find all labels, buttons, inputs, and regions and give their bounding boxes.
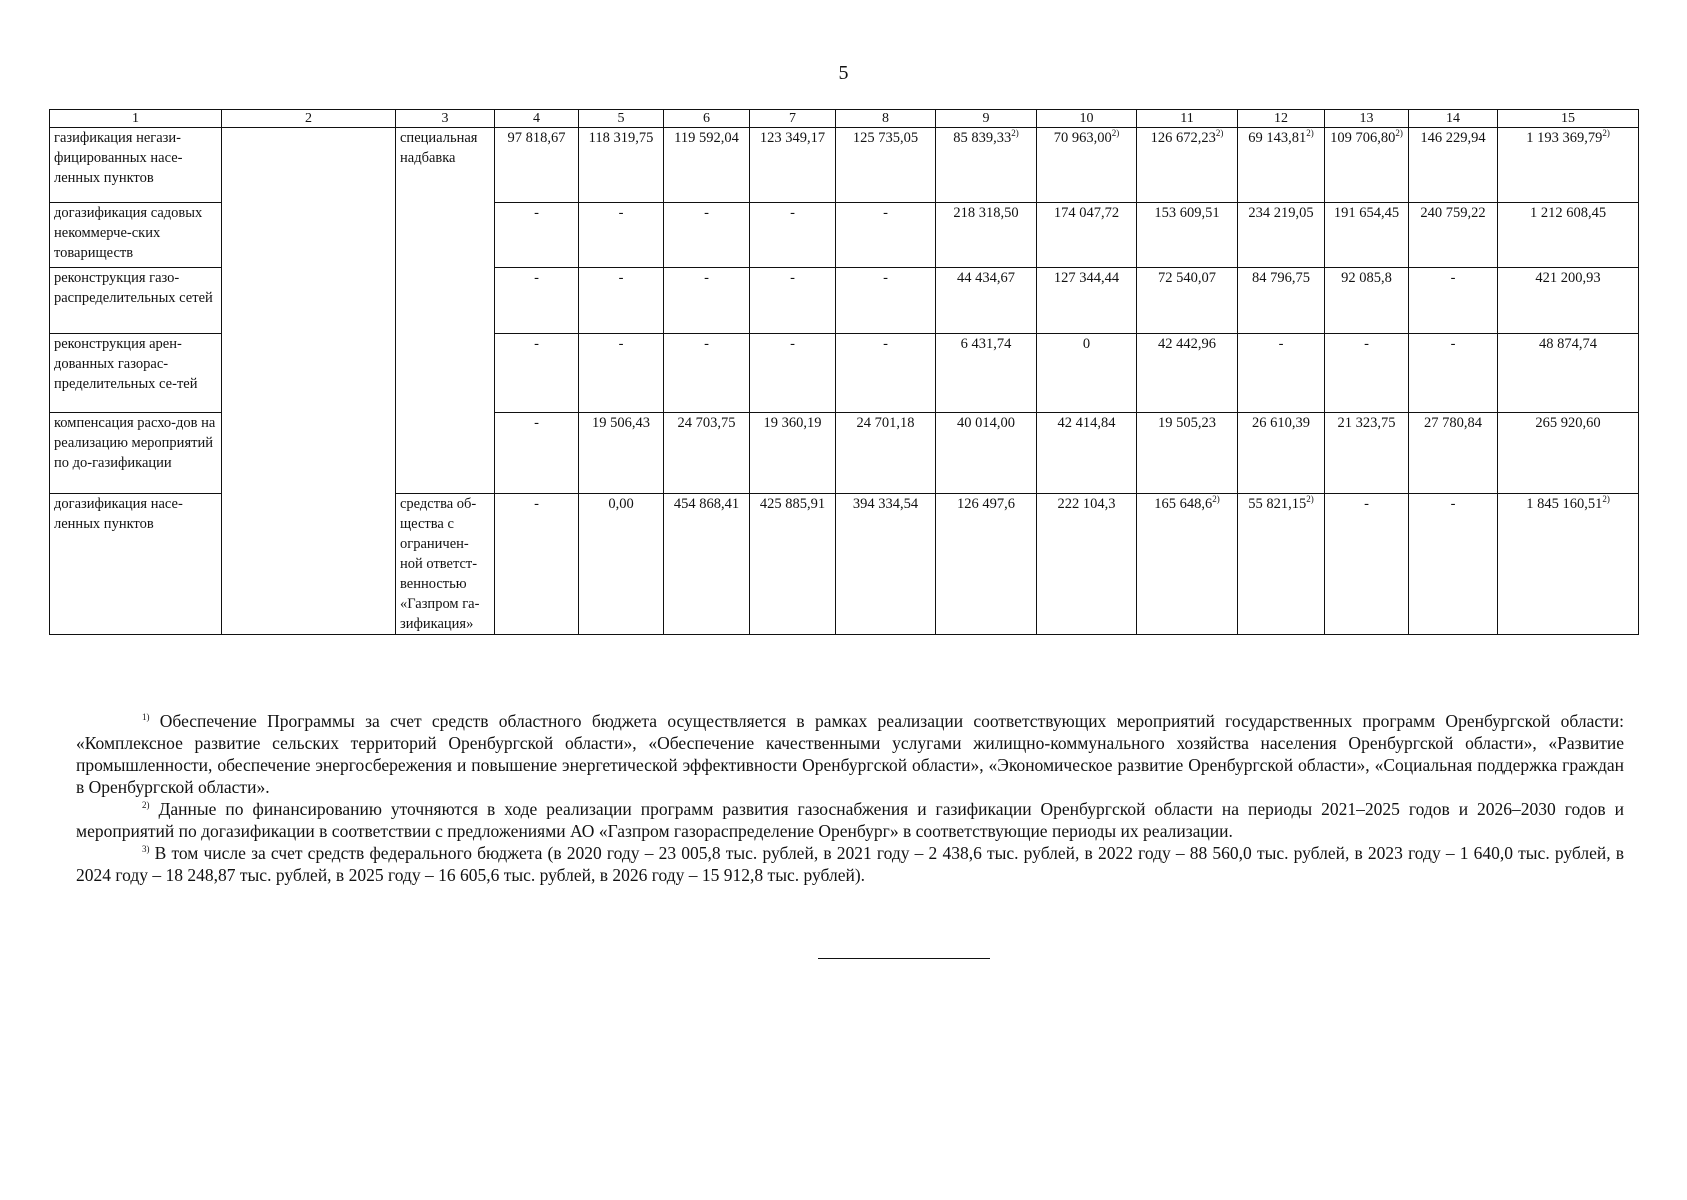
value-cell: -: [664, 334, 750, 413]
value-cell: 55 821,15$^{2)}$: [1238, 494, 1325, 635]
value-cell: -: [1325, 334, 1409, 413]
value-cell: 21 323,75: [1325, 413, 1409, 494]
value-cell: 40 014,00: [936, 413, 1037, 494]
value-cell: -: [579, 268, 664, 334]
footnote-mark: 2): [1111, 128, 1120, 139]
value-cell: -: [579, 334, 664, 413]
end-separator-line: [818, 958, 990, 959]
measure-name: компенсация расхо-дов на реализацию мероприятий по до-газификации: [50, 413, 222, 494]
header-cell: 6: [664, 110, 750, 128]
table-row: [50, 128, 1639, 203]
footnote-mark: 2): [1212, 494, 1220, 505]
header-cell: 10: [1037, 110, 1137, 128]
value-cell: 394 334,54: [836, 494, 936, 635]
header-cell: 11: [1137, 110, 1238, 128]
value-cell: 42 442,96: [1137, 334, 1238, 413]
funding-source: специальная надбавка: [396, 128, 495, 494]
value-cell: -: [836, 334, 936, 413]
value-cell: -: [1238, 334, 1325, 413]
value-cell: 85 839,33$^{2)}$: [936, 128, 1037, 203]
value-cell: -: [495, 203, 579, 268]
value-cell: 42 414,84: [1037, 413, 1137, 494]
funding-source: средства об-щества с ограничен-ной ответст-венностью «Газпром га-зификация»: [396, 494, 495, 635]
header-cell: 12: [1238, 110, 1325, 128]
header-cell: 4: [495, 110, 579, 128]
value-cell: 72 540,07: [1137, 268, 1238, 334]
value-cell: 454 868,41: [664, 494, 750, 635]
header-cell: 7: [750, 110, 836, 128]
header-cell: 9: [936, 110, 1037, 128]
value-cell: 70 963,00$^{2)}$: [1037, 128, 1137, 203]
value-cell: 174 047,72: [1037, 203, 1137, 268]
value-cell: 240 759,22: [1409, 203, 1498, 268]
value-cell: 6 431,74: [936, 334, 1037, 413]
value-cell: -: [836, 268, 936, 334]
footnote-mark: 2): [1395, 128, 1403, 139]
value-cell: -: [495, 268, 579, 334]
value-cell: 69 143,81$^{2)}$: [1238, 128, 1325, 203]
header-cell: 13: [1325, 110, 1409, 128]
page-number: 5: [838, 62, 849, 84]
value-cell: 123 349,17: [750, 128, 836, 203]
value-cell: 146 229,94: [1409, 128, 1498, 203]
value-cell: 92 085,8: [1325, 268, 1409, 334]
table-header-row: [50, 110, 1639, 128]
header-cell: 8: [836, 110, 936, 128]
value-cell: 24 703,75: [664, 413, 750, 494]
value-cell: 125 735,05: [836, 128, 936, 203]
footnote-mark: 2): [1215, 128, 1224, 139]
footnote-mark: 2): [1602, 494, 1610, 505]
value-cell: 44 434,67: [936, 268, 1037, 334]
header-cell: 5: [579, 110, 664, 128]
footnote-mark: 2): [1306, 494, 1314, 505]
value-cell: 222 104,3: [1037, 494, 1137, 635]
value-cell: 165 648,6$^{2)}$: [1137, 494, 1238, 635]
value-cell: -: [664, 203, 750, 268]
measure-name: газификация негази-фицированных насе-ленных пунктов: [50, 128, 222, 203]
value-cell: -: [750, 268, 836, 334]
measure-name: реконструкция газо-распределительных сетей: [50, 268, 222, 334]
column-2-cell: [222, 128, 396, 635]
value-cell: 218 318,50: [936, 203, 1037, 268]
value-cell: -: [1409, 334, 1498, 413]
value-cell: 26 610,39: [1238, 413, 1325, 494]
value-cell: 1 845 160,51$^{2)}$: [1498, 494, 1639, 635]
value-cell: -: [495, 334, 579, 413]
value-cell: 1 212 608,45: [1498, 203, 1639, 268]
value-cell: -: [750, 203, 836, 268]
value-cell: -: [1325, 494, 1409, 635]
footnote-mark: 2): [1306, 128, 1314, 139]
footnote-mark: 2): [1011, 128, 1019, 139]
value-cell: 1 193 369,79$^{2)}$: [1498, 128, 1639, 203]
value-cell: 126 497,6: [936, 494, 1037, 635]
value-cell: -: [579, 203, 664, 268]
footnote-mark: 2): [1602, 128, 1610, 139]
header-cell: 15: [1498, 110, 1639, 128]
footnote-2: $^{2)}$ Данные по финансированию уточняются в ходе реализации программ развития газоснабжения и газификации Оренбургской области на периоды 2021–2025 годов и 2026–2030 годов и мероприятий по догазификации в соответствии с предложениями АО «Газпром газораспределение Оренбург» в соответствующие периоды их реализации.: [76, 799, 1624, 841]
header-cell: 3: [396, 110, 495, 128]
value-cell: -: [750, 334, 836, 413]
footnote-1: $^{1)}$ Обеспечение Программы за счет средств областного бюджета осуществляется в рамках реализации соответствующих мероприятий государственных программ Оренбургской области: «Комплексное развитие сельских территорий Оренбургской области», «Обеспечение качественными услугами жилищно-коммунального хозяйства населения Оренбургской области», «Развитие промышленности, обеспечение энергосбережения и повышение энергетической эффективности Оренбургской области», «Экономическое развитие Оренбургской области», «Социальная поддержка граждан в Оренбургской области».: [76, 711, 1624, 797]
measure-name: реконструкция арен-дованных газорас-пределительных се-тей: [50, 334, 222, 413]
value-cell: 265 920,60: [1498, 413, 1639, 494]
value-cell: -: [1409, 268, 1498, 334]
value-cell: 191 654,45: [1325, 203, 1409, 268]
value-cell: -: [495, 413, 579, 494]
value-cell: 0,00: [579, 494, 664, 635]
measure-name: догазификация насе-ленных пунктов: [50, 494, 222, 635]
value-cell: -: [664, 268, 750, 334]
value-cell: 19 360,19: [750, 413, 836, 494]
value-cell: 421 200,93: [1498, 268, 1639, 334]
value-cell: 84 796,75: [1238, 268, 1325, 334]
header-cell: 1: [50, 110, 222, 128]
header-cell: 2: [222, 110, 396, 128]
header-cell: 14: [1409, 110, 1498, 128]
financing-table: [49, 109, 1639, 635]
measure-name: догазификация садовых некоммерче-ских товариществ: [50, 203, 222, 268]
value-cell: 27 780,84: [1409, 413, 1498, 494]
footnotes: [76, 710, 1624, 886]
value-cell: 153 609,51: [1137, 203, 1238, 268]
value-cell: -: [495, 494, 579, 635]
value-cell: 19 506,43: [579, 413, 664, 494]
value-cell: 118 319,75: [579, 128, 664, 203]
value-cell: 234 219,05: [1238, 203, 1325, 268]
value-cell: 24 701,18: [836, 413, 936, 494]
value-cell: 48 874,74: [1498, 334, 1639, 413]
footnote-3: $^{3)}$ В том числе за счет средств федерального бюджета (в 2020 году – 23 005,8 тыс. рублей, в 2021 году – 2 438,6 тыс. рублей, в 2022 году – 88 560,0 тыс. рублей, в 2023 году – 1 640,0 тыс. рублей, в 2024 году – 18 248,87 тыс. рублей, в 2025 году – 16 605,6 тыс. рублей, в 2026 году – 15 912,8 тыс. рублей).: [76, 843, 1624, 885]
value-cell: 0: [1037, 334, 1137, 413]
value-cell: 19 505,23: [1137, 413, 1238, 494]
value-cell: 109 706,80$^{2)}$: [1325, 128, 1409, 203]
value-cell: -: [836, 203, 936, 268]
value-cell: -: [1409, 494, 1498, 635]
value-cell: 119 592,04: [664, 128, 750, 203]
value-cell: 126 672,23$^{2)}$: [1137, 128, 1238, 203]
value-cell: 127 344,44: [1037, 268, 1137, 334]
value-cell: 425 885,91: [750, 494, 836, 635]
value-cell: 97 818,67: [495, 128, 579, 203]
